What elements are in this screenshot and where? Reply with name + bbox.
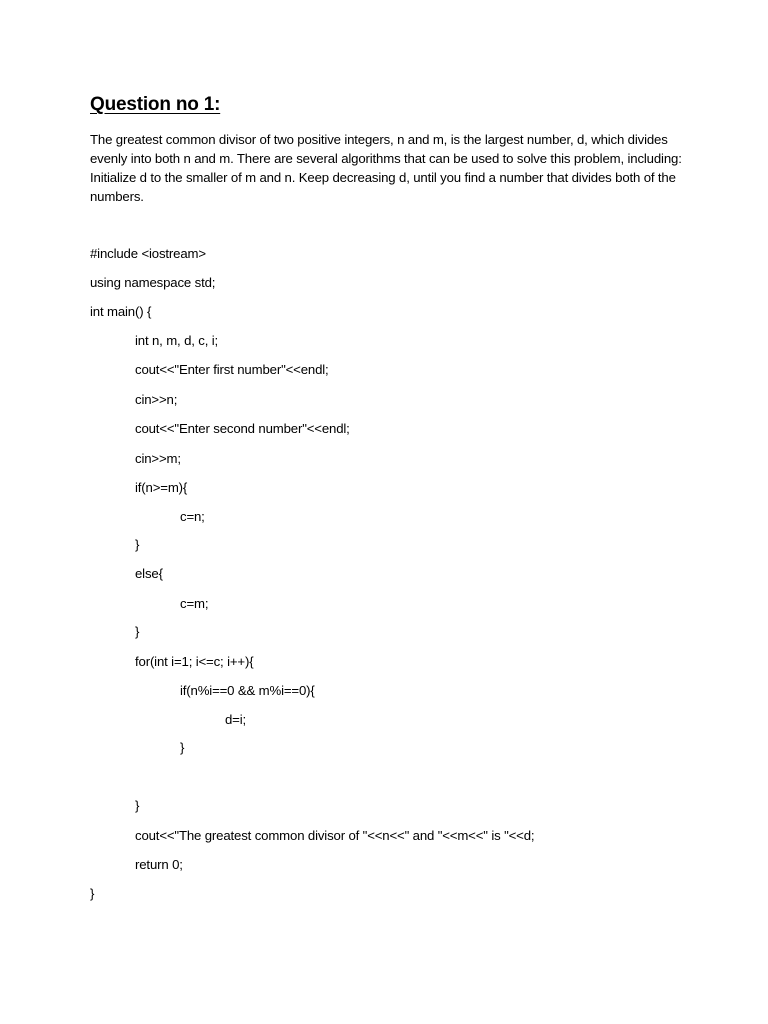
code-line: for(int i=1; i<=c; i++){ xyxy=(135,654,254,669)
code-line: c=m; xyxy=(180,596,209,611)
paragraph-line: Initialize d to the smaller of m and n. Keep decreasing d, until you find a number that divides both of the xyxy=(90,170,676,185)
code-line: using namespace std; xyxy=(90,275,216,290)
code-line: return 0; xyxy=(135,857,183,872)
code-line: int main() { xyxy=(90,304,152,319)
paragraph-line: evenly into both n and m. There are several algorithms that can be used to solve this problem, including: xyxy=(90,151,682,166)
question-paragraph xyxy=(90,130,690,206)
code-line: cin>>m; xyxy=(135,451,181,466)
code-line: if(n>=m){ xyxy=(135,480,188,495)
code-line: d=i; xyxy=(225,712,247,727)
code-line: if(n%i==0 && m%i==0){ xyxy=(180,683,315,698)
code-line: c=n; xyxy=(180,509,205,524)
code-line: } xyxy=(135,798,140,813)
code-line: } xyxy=(135,537,140,552)
paragraph-line: The greatest common divisor of two positive integers, n and m, is the largest number, d, which divides xyxy=(90,132,668,147)
code-line: #include <iostream> xyxy=(90,246,206,261)
code-line: cout<<"Enter second number"<<endl; xyxy=(135,421,350,436)
code-line: cin>>n; xyxy=(135,392,178,407)
code-line: cout<<"Enter first number"<<endl; xyxy=(135,362,329,377)
code-line: int n, m, d, c, i; xyxy=(135,333,219,348)
code-line: } xyxy=(135,624,140,639)
code-line: } xyxy=(180,740,185,755)
paragraph-line: numbers. xyxy=(90,189,144,204)
code-line: else{ xyxy=(135,566,163,581)
code-line: cout<<"The greatest common divisor of "<<n<<" and "<<m<<" is "<<d; xyxy=(135,828,535,843)
code-line: } xyxy=(90,886,95,901)
question-heading: Question no 1: xyxy=(90,94,221,115)
